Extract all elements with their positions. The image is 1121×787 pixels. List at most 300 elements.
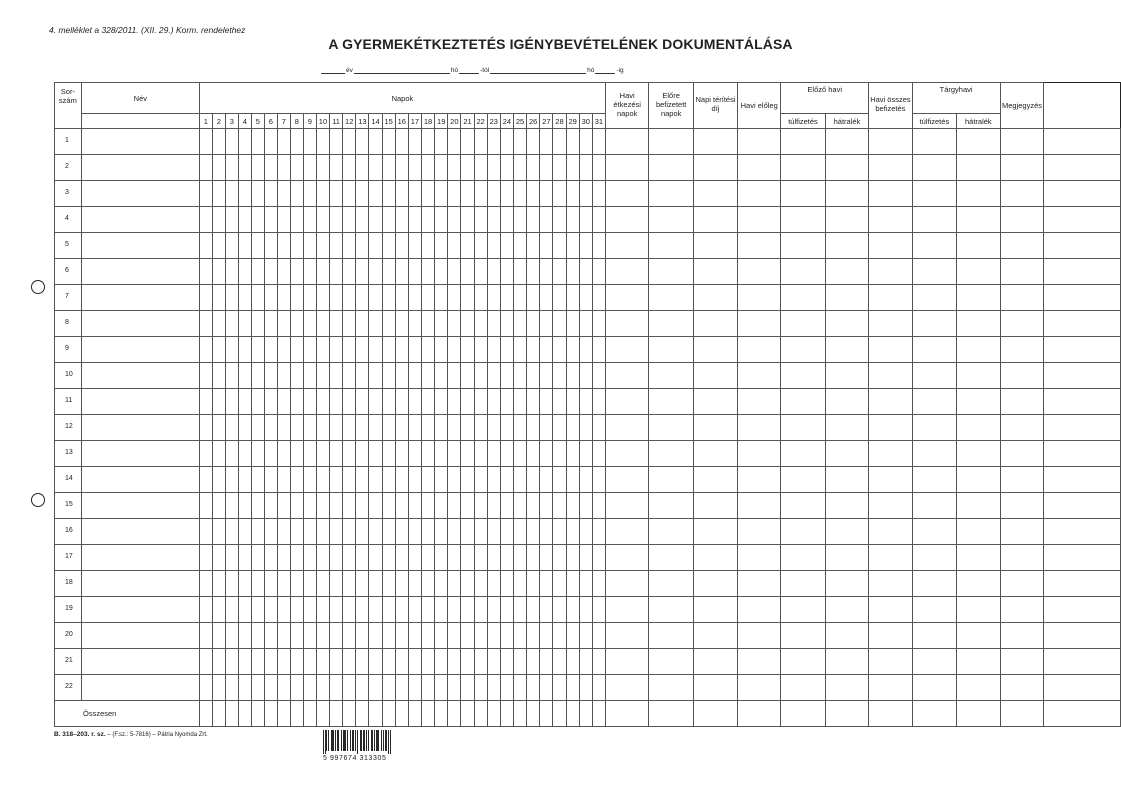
entry-cell[interactable] <box>422 545 435 571</box>
entry-cell[interactable] <box>912 363 956 389</box>
entry-cell[interactable] <box>238 259 251 285</box>
entry-cell[interactable] <box>474 233 487 259</box>
entry-cell[interactable] <box>693 415 737 441</box>
entry-cell[interactable] <box>264 597 277 623</box>
entry-cell[interactable] <box>605 623 648 649</box>
total-cell[interactable] <box>738 701 781 727</box>
entry-cell[interactable] <box>566 675 579 701</box>
entry-cell[interactable] <box>382 129 395 155</box>
entry-cell[interactable] <box>290 467 303 493</box>
entry-cell[interactable] <box>1000 155 1044 181</box>
entry-cell[interactable] <box>238 285 251 311</box>
entry-cell[interactable] <box>435 467 448 493</box>
entry-cell[interactable] <box>513 207 526 233</box>
entry-cell[interactable] <box>422 363 435 389</box>
total-cell[interactable] <box>422 701 435 727</box>
entry-cell[interactable] <box>579 155 592 181</box>
entry-cell[interactable] <box>316 233 329 259</box>
entry-cell[interactable] <box>957 675 1000 701</box>
entry-cell[interactable] <box>277 597 290 623</box>
entry-cell[interactable] <box>356 623 369 649</box>
entry-cell[interactable] <box>869 259 913 285</box>
entry-cell[interactable] <box>290 207 303 233</box>
entry-cell[interactable] <box>487 441 500 467</box>
entry-cell[interactable] <box>553 571 566 597</box>
entry-cell[interactable] <box>540 155 553 181</box>
entry-cell[interactable] <box>869 597 913 623</box>
name-cell[interactable] <box>81 155 199 181</box>
entry-cell[interactable] <box>1044 467 1121 493</box>
total-cell[interactable] <box>579 701 592 727</box>
entry-cell[interactable] <box>540 259 553 285</box>
entry-cell[interactable] <box>1000 597 1044 623</box>
entry-cell[interactable] <box>330 207 343 233</box>
entry-cell[interactable] <box>513 675 526 701</box>
entry-cell[interactable] <box>199 415 212 441</box>
entry-cell[interactable] <box>605 129 648 155</box>
entry-cell[interactable] <box>343 259 356 285</box>
entry-cell[interactable] <box>693 155 737 181</box>
entry-cell[interactable] <box>395 129 408 155</box>
entry-cell[interactable] <box>408 259 421 285</box>
entry-cell[interactable] <box>566 519 579 545</box>
entry-cell[interactable] <box>212 233 225 259</box>
entry-cell[interactable] <box>649 129 694 155</box>
entry-cell[interactable] <box>356 649 369 675</box>
entry-cell[interactable] <box>238 545 251 571</box>
entry-cell[interactable] <box>592 389 605 415</box>
entry-cell[interactable] <box>461 233 474 259</box>
entry-cell[interactable] <box>738 155 781 181</box>
entry-cell[interactable] <box>487 415 500 441</box>
entry-cell[interactable] <box>527 519 540 545</box>
entry-cell[interactable] <box>487 259 500 285</box>
entry-cell[interactable] <box>277 519 290 545</box>
entry-cell[interactable] <box>356 181 369 207</box>
entry-cell[interactable] <box>422 623 435 649</box>
entry-cell[interactable] <box>527 337 540 363</box>
entry-cell[interactable] <box>781 233 825 259</box>
entry-cell[interactable] <box>869 129 913 155</box>
entry-cell[interactable] <box>912 259 956 285</box>
entry-cell[interactable] <box>238 389 251 415</box>
entry-cell[interactable] <box>408 129 421 155</box>
entry-cell[interactable] <box>435 337 448 363</box>
name-cell[interactable] <box>81 181 199 207</box>
entry-cell[interactable] <box>553 545 566 571</box>
entry-cell[interactable] <box>277 441 290 467</box>
entry-cell[interactable] <box>869 571 913 597</box>
entry-cell[interactable] <box>356 467 369 493</box>
entry-cell[interactable] <box>693 623 737 649</box>
entry-cell[interactable] <box>957 233 1000 259</box>
entry-cell[interactable] <box>781 623 825 649</box>
entry-cell[interactable] <box>448 415 461 441</box>
entry-cell[interactable] <box>825 441 868 467</box>
entry-cell[interactable] <box>487 129 500 155</box>
entry-cell[interactable] <box>277 649 290 675</box>
entry-cell[interactable] <box>212 649 225 675</box>
entry-cell[interactable] <box>869 311 913 337</box>
entry-cell[interactable] <box>369 415 382 441</box>
entry-cell[interactable] <box>303 519 316 545</box>
entry-cell[interactable] <box>566 441 579 467</box>
entry-cell[interactable] <box>461 675 474 701</box>
entry-cell[interactable] <box>303 155 316 181</box>
entry-cell[interactable] <box>649 207 694 233</box>
entry-cell[interactable] <box>540 519 553 545</box>
name-cell[interactable] <box>81 415 199 441</box>
name-cell[interactable] <box>81 311 199 337</box>
entry-cell[interactable] <box>225 519 238 545</box>
entry-cell[interactable] <box>1044 441 1121 467</box>
entry-cell[interactable] <box>605 649 648 675</box>
entry-cell[interactable] <box>225 285 238 311</box>
entry-cell[interactable] <box>408 233 421 259</box>
entry-cell[interactable] <box>869 389 913 415</box>
entry-cell[interactable] <box>382 389 395 415</box>
entry-cell[interactable] <box>738 493 781 519</box>
entry-cell[interactable] <box>738 441 781 467</box>
entry-cell[interactable] <box>264 415 277 441</box>
entry-cell[interactable] <box>303 181 316 207</box>
entry-cell[interactable] <box>605 597 648 623</box>
entry-cell[interactable] <box>395 207 408 233</box>
entry-cell[interactable] <box>238 597 251 623</box>
entry-cell[interactable] <box>869 493 913 519</box>
entry-cell[interactable] <box>212 389 225 415</box>
total-cell[interactable] <box>382 701 395 727</box>
entry-cell[interactable] <box>540 467 553 493</box>
entry-cell[interactable] <box>693 129 737 155</box>
entry-cell[interactable] <box>369 285 382 311</box>
entry-cell[interactable] <box>487 311 500 337</box>
entry-cell[interactable] <box>912 207 956 233</box>
entry-cell[interactable] <box>356 259 369 285</box>
entry-cell[interactable] <box>212 129 225 155</box>
entry-cell[interactable] <box>382 649 395 675</box>
entry-cell[interactable] <box>303 233 316 259</box>
entry-cell[interactable] <box>527 597 540 623</box>
entry-cell[interactable] <box>912 441 956 467</box>
entry-cell[interactable] <box>277 311 290 337</box>
name-cell[interactable] <box>81 467 199 493</box>
entry-cell[interactable] <box>330 363 343 389</box>
name-cell[interactable] <box>81 259 199 285</box>
entry-cell[interactable] <box>277 129 290 155</box>
entry-cell[interactable] <box>553 467 566 493</box>
entry-cell[interactable] <box>474 415 487 441</box>
entry-cell[interactable] <box>382 233 395 259</box>
entry-cell[interactable] <box>448 623 461 649</box>
entry-cell[interactable] <box>869 649 913 675</box>
entry-cell[interactable] <box>500 233 513 259</box>
entry-cell[interactable] <box>1000 441 1044 467</box>
entry-cell[interactable] <box>435 389 448 415</box>
entry-cell[interactable] <box>605 155 648 181</box>
entry-cell[interactable] <box>212 675 225 701</box>
entry-cell[interactable] <box>448 519 461 545</box>
entry-cell[interactable] <box>592 623 605 649</box>
entry-cell[interactable] <box>330 155 343 181</box>
entry-cell[interactable] <box>1000 311 1044 337</box>
entry-cell[interactable] <box>579 571 592 597</box>
entry-cell[interactable] <box>382 571 395 597</box>
entry-cell[interactable] <box>238 129 251 155</box>
entry-cell[interactable] <box>605 363 648 389</box>
entry-cell[interactable] <box>251 155 264 181</box>
entry-cell[interactable] <box>649 597 694 623</box>
entry-cell[interactable] <box>264 259 277 285</box>
entry-cell[interactable] <box>264 181 277 207</box>
entry-cell[interactable] <box>435 311 448 337</box>
entry-cell[interactable] <box>356 363 369 389</box>
entry-cell[interactable] <box>395 623 408 649</box>
entry-cell[interactable] <box>408 649 421 675</box>
entry-cell[interactable] <box>781 207 825 233</box>
entry-cell[interactable] <box>693 259 737 285</box>
entry-cell[interactable] <box>435 363 448 389</box>
entry-cell[interactable] <box>251 363 264 389</box>
entry-cell[interactable] <box>225 545 238 571</box>
entry-cell[interactable] <box>1000 571 1044 597</box>
entry-cell[interactable] <box>264 571 277 597</box>
entry-cell[interactable] <box>199 363 212 389</box>
entry-cell[interactable] <box>605 389 648 415</box>
entry-cell[interactable] <box>553 519 566 545</box>
entry-cell[interactable] <box>500 285 513 311</box>
entry-cell[interactable] <box>825 467 868 493</box>
entry-cell[interactable] <box>540 363 553 389</box>
entry-cell[interactable] <box>605 415 648 441</box>
entry-cell[interactable] <box>343 649 356 675</box>
entry-cell[interactable] <box>781 363 825 389</box>
name-cell[interactable] <box>81 363 199 389</box>
entry-cell[interactable] <box>912 285 956 311</box>
entry-cell[interactable] <box>408 285 421 311</box>
entry-cell[interactable] <box>649 259 694 285</box>
total-cell[interactable] <box>408 701 421 727</box>
entry-cell[interactable] <box>825 545 868 571</box>
total-cell[interactable] <box>1044 701 1121 727</box>
entry-cell[interactable] <box>435 675 448 701</box>
entry-cell[interactable] <box>330 181 343 207</box>
entry-cell[interactable] <box>448 233 461 259</box>
entry-cell[interactable] <box>225 467 238 493</box>
total-cell[interactable] <box>212 701 225 727</box>
entry-cell[interactable] <box>738 129 781 155</box>
entry-cell[interactable] <box>553 597 566 623</box>
entry-cell[interactable] <box>369 181 382 207</box>
total-cell[interactable] <box>225 701 238 727</box>
entry-cell[interactable] <box>303 467 316 493</box>
entry-cell[interactable] <box>1000 415 1044 441</box>
entry-cell[interactable] <box>199 233 212 259</box>
entry-cell[interactable] <box>1044 285 1121 311</box>
entry-cell[interactable] <box>912 649 956 675</box>
entry-cell[interactable] <box>1000 675 1044 701</box>
entry-cell[interactable] <box>251 181 264 207</box>
entry-cell[interactable] <box>251 467 264 493</box>
entry-cell[interactable] <box>912 415 956 441</box>
entry-cell[interactable] <box>303 571 316 597</box>
entry-cell[interactable] <box>330 597 343 623</box>
entry-cell[interactable] <box>693 493 737 519</box>
entry-cell[interactable] <box>553 285 566 311</box>
entry-cell[interactable] <box>553 155 566 181</box>
entry-cell[interactable] <box>738 675 781 701</box>
entry-cell[interactable] <box>343 519 356 545</box>
entry-cell[interactable] <box>264 285 277 311</box>
entry-cell[interactable] <box>869 337 913 363</box>
entry-cell[interactable] <box>277 337 290 363</box>
entry-cell[interactable] <box>225 233 238 259</box>
entry-cell[interactable] <box>825 493 868 519</box>
entry-cell[interactable] <box>290 285 303 311</box>
entry-cell[interactable] <box>316 675 329 701</box>
entry-cell[interactable] <box>487 467 500 493</box>
entry-cell[interactable] <box>869 467 913 493</box>
entry-cell[interactable] <box>356 597 369 623</box>
entry-cell[interactable] <box>693 285 737 311</box>
entry-cell[interactable] <box>592 415 605 441</box>
entry-cell[interactable] <box>356 545 369 571</box>
entry-cell[interactable] <box>435 571 448 597</box>
entry-cell[interactable] <box>382 363 395 389</box>
entry-cell[interactable] <box>395 649 408 675</box>
total-cell[interactable] <box>474 701 487 727</box>
entry-cell[interactable] <box>316 597 329 623</box>
entry-cell[interactable] <box>369 337 382 363</box>
entry-cell[interactable] <box>1000 363 1044 389</box>
entry-cell[interactable] <box>513 285 526 311</box>
entry-cell[interactable] <box>356 285 369 311</box>
entry-cell[interactable] <box>408 207 421 233</box>
entry-cell[interactable] <box>382 675 395 701</box>
entry-cell[interactable] <box>474 467 487 493</box>
entry-cell[interactable] <box>553 493 566 519</box>
entry-cell[interactable] <box>448 155 461 181</box>
entry-cell[interactable] <box>579 311 592 337</box>
entry-cell[interactable] <box>1000 389 1044 415</box>
name-cell[interactable] <box>81 337 199 363</box>
entry-cell[interactable] <box>566 571 579 597</box>
entry-cell[interactable] <box>303 441 316 467</box>
entry-cell[interactable] <box>408 155 421 181</box>
entry-cell[interactable] <box>1044 337 1121 363</box>
entry-cell[interactable] <box>540 493 553 519</box>
entry-cell[interactable] <box>592 129 605 155</box>
entry-cell[interactable] <box>566 623 579 649</box>
entry-cell[interactable] <box>251 597 264 623</box>
entry-cell[interactable] <box>238 207 251 233</box>
entry-cell[interactable] <box>461 649 474 675</box>
entry-cell[interactable] <box>238 675 251 701</box>
entry-cell[interactable] <box>290 649 303 675</box>
entry-cell[interactable] <box>461 129 474 155</box>
entry-cell[interactable] <box>825 519 868 545</box>
entry-cell[interactable] <box>225 623 238 649</box>
entry-cell[interactable] <box>738 259 781 285</box>
entry-cell[interactable] <box>781 311 825 337</box>
entry-cell[interactable] <box>566 337 579 363</box>
entry-cell[interactable] <box>487 675 500 701</box>
entry-cell[interactable] <box>290 675 303 701</box>
entry-cell[interactable] <box>474 259 487 285</box>
total-cell[interactable] <box>343 701 356 727</box>
name-cell[interactable] <box>81 519 199 545</box>
entry-cell[interactable] <box>448 207 461 233</box>
entry-cell[interactable] <box>869 415 913 441</box>
entry-cell[interactable] <box>303 285 316 311</box>
entry-cell[interactable] <box>369 649 382 675</box>
entry-cell[interactable] <box>212 363 225 389</box>
entry-cell[interactable] <box>225 155 238 181</box>
entry-cell[interactable] <box>957 389 1000 415</box>
entry-cell[interactable] <box>264 389 277 415</box>
entry-cell[interactable] <box>212 285 225 311</box>
entry-cell[interactable] <box>461 571 474 597</box>
entry-cell[interactable] <box>1000 467 1044 493</box>
entry-cell[interactable] <box>238 467 251 493</box>
entry-cell[interactable] <box>781 389 825 415</box>
entry-cell[interactable] <box>316 129 329 155</box>
entry-cell[interactable] <box>738 415 781 441</box>
entry-cell[interactable] <box>316 259 329 285</box>
entry-cell[interactable] <box>316 207 329 233</box>
entry-cell[interactable] <box>527 493 540 519</box>
entry-cell[interactable] <box>649 181 694 207</box>
entry-cell[interactable] <box>738 207 781 233</box>
entry-cell[interactable] <box>395 233 408 259</box>
entry-cell[interactable] <box>225 337 238 363</box>
entry-cell[interactable] <box>513 467 526 493</box>
entry-cell[interactable] <box>1044 363 1121 389</box>
entry-cell[interactable] <box>693 181 737 207</box>
entry-cell[interactable] <box>356 571 369 597</box>
entry-cell[interactable] <box>422 441 435 467</box>
entry-cell[interactable] <box>500 129 513 155</box>
entry-cell[interactable] <box>422 129 435 155</box>
entry-cell[interactable] <box>408 337 421 363</box>
entry-cell[interactable] <box>251 129 264 155</box>
entry-cell[interactable] <box>395 415 408 441</box>
entry-cell[interactable] <box>343 311 356 337</box>
total-cell[interactable] <box>540 701 553 727</box>
entry-cell[interactable] <box>356 675 369 701</box>
name-cell[interactable] <box>81 675 199 701</box>
entry-cell[interactable] <box>912 519 956 545</box>
entry-cell[interactable] <box>781 571 825 597</box>
total-cell[interactable] <box>303 701 316 727</box>
entry-cell[interactable] <box>225 649 238 675</box>
entry-cell[interactable] <box>825 155 868 181</box>
entry-cell[interactable] <box>422 259 435 285</box>
entry-cell[interactable] <box>264 363 277 389</box>
entry-cell[interactable] <box>579 441 592 467</box>
entry-cell[interactable] <box>225 311 238 337</box>
entry-cell[interactable] <box>566 363 579 389</box>
entry-cell[interactable] <box>553 389 566 415</box>
entry-cell[interactable] <box>316 519 329 545</box>
entry-cell[interactable] <box>693 389 737 415</box>
entry-cell[interactable] <box>957 623 1000 649</box>
entry-cell[interactable] <box>435 233 448 259</box>
entry-cell[interactable] <box>277 571 290 597</box>
entry-cell[interactable] <box>474 363 487 389</box>
entry-cell[interactable] <box>566 311 579 337</box>
total-cell[interactable] <box>527 701 540 727</box>
